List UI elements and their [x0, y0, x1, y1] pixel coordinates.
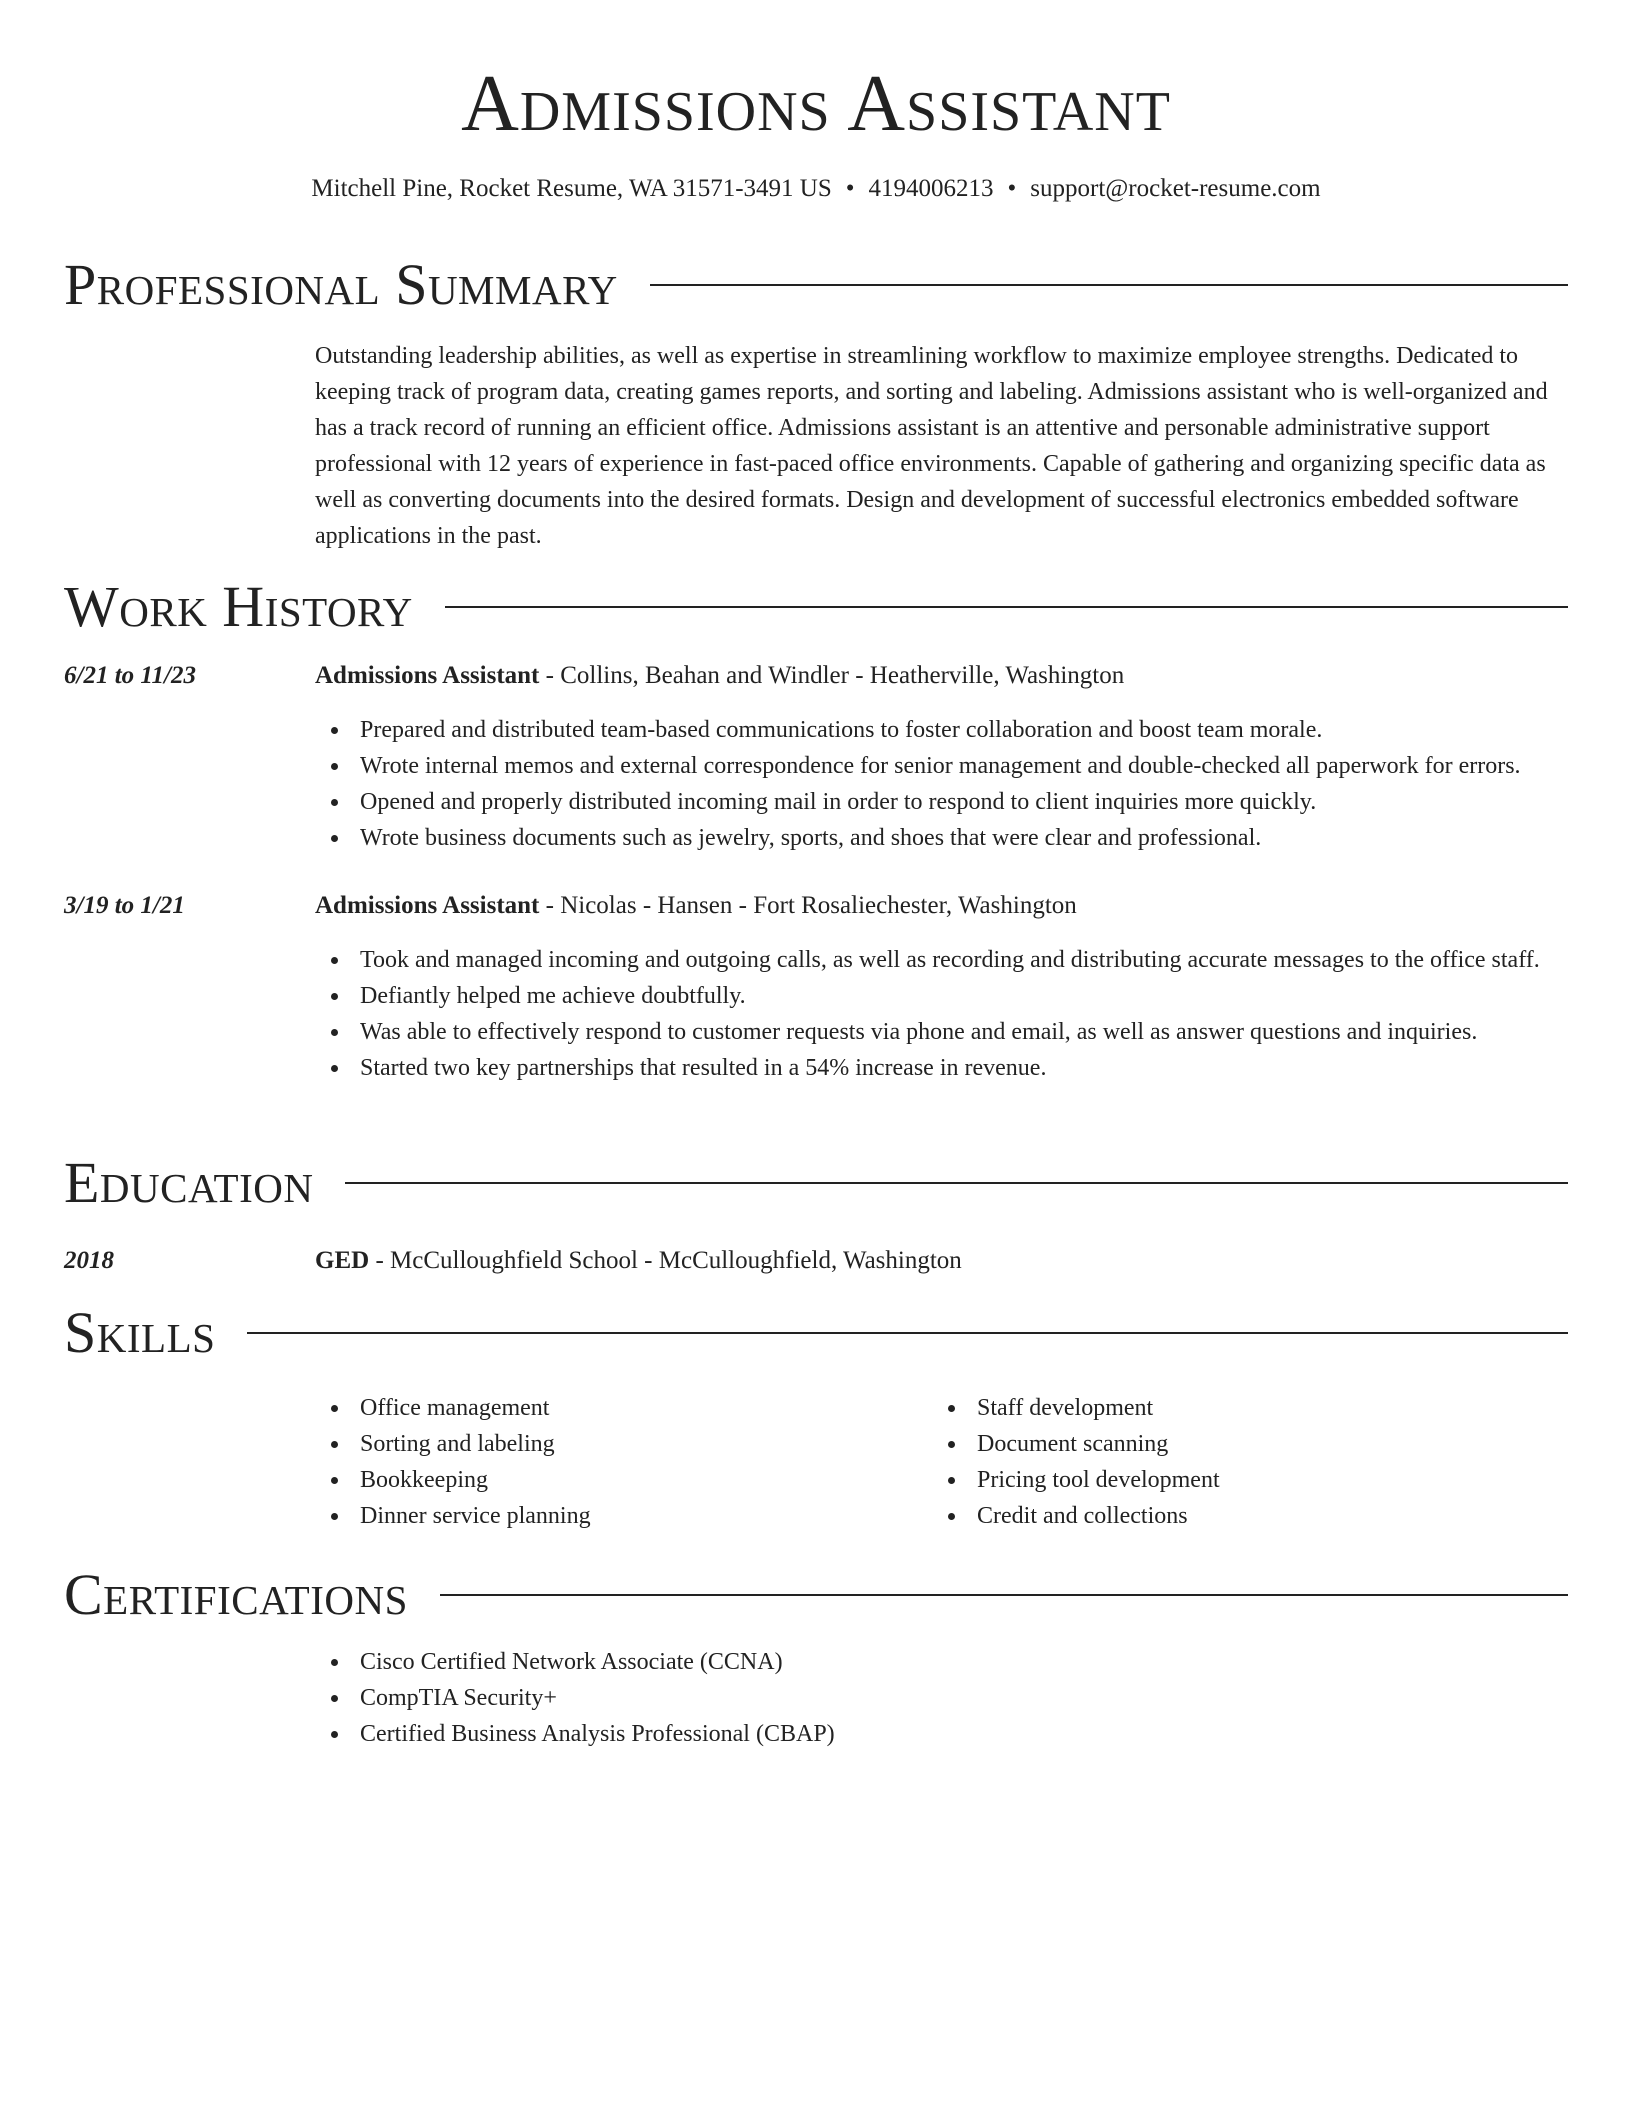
work-bullets — [315, 712, 1614, 856]
work-heading — [315, 658, 1569, 694]
list-item: Office management — [360, 1390, 940, 1426]
section-title: Work History — [64, 574, 413, 639]
list-item: Credit and collections — [977, 1498, 1577, 1534]
education-heading — [315, 1243, 1569, 1279]
section-title: Certifications — [64, 1562, 408, 1627]
contact-separator: • — [845, 175, 855, 202]
list-item: CompTIA Security+ — [360, 1680, 1614, 1716]
list-item: Sorting and labeling — [360, 1426, 940, 1462]
list-item: Wrote business documents such as jewelry, sports, and shoes that were clear and professional. — [360, 820, 1614, 856]
list-item: Staff development — [977, 1390, 1577, 1426]
section-divider — [247, 1332, 1568, 1334]
work-details: - Nicolas - Hansen - Fort Rosaliechester, Washington — [539, 892, 1077, 919]
skills-list-left — [315, 1390, 940, 1534]
list-item: Defiantly helped me achieve doubtfully. — [360, 978, 1614, 1014]
list-item: Dinner service planning — [360, 1498, 940, 1534]
section-certifications-header — [64, 1560, 1568, 1630]
resume-title: Admissions Assistant — [461, 60, 1171, 148]
list-item: Document scanning — [977, 1426, 1577, 1462]
work-role: Admissions Assistant — [315, 892, 540, 919]
list-item: Started two key partnerships that resulted in a 54% increase in revenue. — [360, 1050, 1614, 1086]
contact-separator: • — [1007, 175, 1017, 202]
list-item: Took and managed incoming and outgoing calls, as well as recording and distributing accurate messages to the office staff. — [360, 942, 1614, 978]
contact-address: Mitchell Pine, Rocket Resume, WA 31571-3491 US — [311, 175, 832, 202]
section-divider — [650, 284, 1568, 286]
work-details: - Collins, Beahan and Windler - Heatherville, Washington — [539, 662, 1125, 689]
contact-line — [0, 172, 1632, 206]
work-heading — [315, 888, 1569, 924]
list-item: Wrote internal memos and external correspondence for senior management and double-checked all paperwork for errors. — [360, 748, 1614, 784]
section-summary-header — [64, 250, 1568, 320]
list-item: Certified Business Analysis Professional (CBAP) — [360, 1716, 1614, 1752]
section-title: Education — [64, 1150, 314, 1215]
section-education-header — [64, 1148, 1568, 1218]
education-year: 2018 — [64, 1247, 114, 1274]
contact-phone: 4194006213 — [868, 175, 994, 202]
work-bullets — [315, 942, 1614, 1086]
skills-list-right — [932, 1390, 1577, 1534]
list-item: Pricing tool development — [977, 1462, 1577, 1498]
list-item: Cisco Certified Network Associate (CCNA) — [360, 1644, 1614, 1680]
work-role: Admissions Assistant — [315, 662, 540, 689]
section-title: Professional Summary — [64, 252, 618, 317]
work-dates: 3/19 to 1/21 — [64, 892, 185, 919]
certifications-list — [315, 1644, 1614, 1752]
section-skills-header — [64, 1298, 1568, 1368]
list-item: Bookkeeping — [360, 1462, 940, 1498]
section-divider — [440, 1594, 1568, 1596]
education-details: - McCulloughfield School - McCulloughfield, Washington — [369, 1247, 962, 1274]
list-item: Prepared and distributed team-based communications to foster collaboration and boost team morale. — [360, 712, 1614, 748]
section-divider — [345, 1182, 1568, 1184]
list-item: Was able to effectively respond to customer requests via phone and email, as well as answer questions and inquiries. — [360, 1014, 1614, 1050]
section-title: Skills — [64, 1300, 216, 1365]
work-dates: 6/21 to 11/23 — [64, 662, 196, 689]
section-work-header — [64, 572, 1568, 642]
education-degree: GED — [315, 1247, 370, 1274]
contact-email: support@rocket-resume.com — [1030, 175, 1321, 202]
section-divider — [445, 606, 1568, 608]
summary-text: Outstanding leadership abilities, as well as expertise in streamlining workflow to maximize employee strengths. Dedicated to keeping track of program data, creating games reports, and sorting and labeling. Admissions assistant who is well-organized and has a track record of running an efficient office. Admissions assistant is an attentive and personable administrative support professional with 12 years of experience in fast-paced office environments. Capable of gathering and organizing specific data as well as converting documents into the desired formats. Design and development of successful electronics embedded software applications in the past. — [315, 343, 1548, 549]
list-item: Opened and properly distributed incoming mail in order to respond to client inquiries more quickly. — [360, 784, 1614, 820]
